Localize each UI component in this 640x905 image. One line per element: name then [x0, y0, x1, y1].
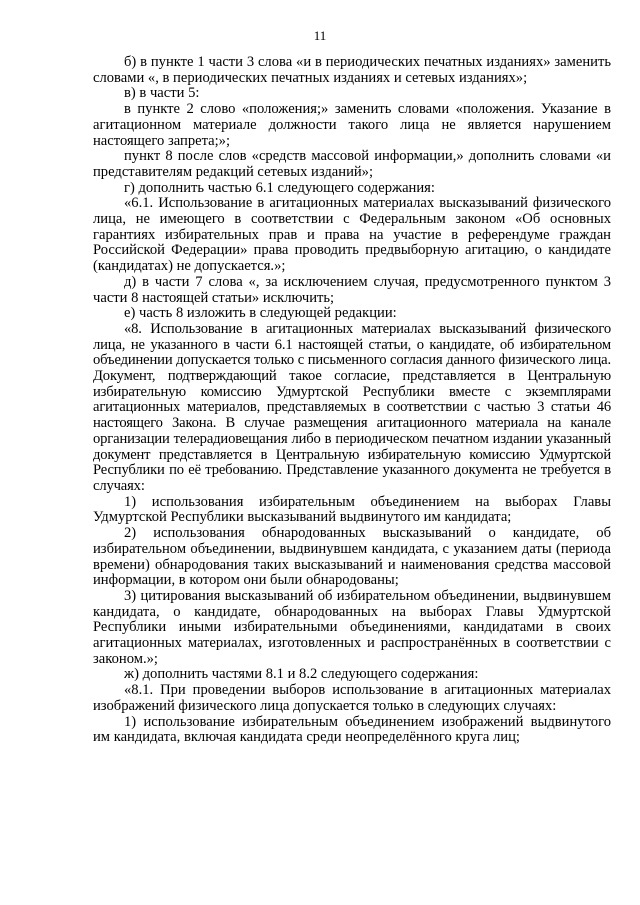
paragraph-part-6-1: «6.1. Использование в агитационных материалах высказываний физического лица, не имеющего в соответствии с Федеральным законом «Об основных гарантиях избирательных прав и права на участие в референдуме граждан Российской Федерации» права проводить предвыборную агитацию, о кандидате (кандидатах) не допускается.»;	[93, 195, 611, 275]
document-body	[93, 55, 611, 746]
paragraph-part-8-1: «8.1. При проведении выборов использование в агитационных материалах изображений физического лица допускается только в следующих случаях:	[93, 682, 611, 714]
paragraph-e-item: е) часть 8 изложить в следующей редакции:	[124, 305, 397, 322]
paragraph-part-8-case-1: 1) использования избирательным объединением на выборах Главы Удмуртской Республики высказываний выдвинутого им кандидата;	[93, 493, 611, 526]
paragraph-v-item: в) в части 5:	[124, 85, 200, 102]
paragraph-v-point-8: пункт 8 после слов «средств массовой информации,» дополнить словами «и представителям редакций сетевых изданий»;	[93, 148, 611, 180]
paragraph-part-8: «8. Использование в агитационных материалах высказываний физического лица, не указанного в части 6.1 настоящей статьи, о кандидате, об избирательном объединении допускается только с письменного согласия данного физического лица. Документ, подтверждающий такое согласие, представляется в Центральную избирательную комиссию Удмуртской Республики вместе с экземплярами агитационных материалов, представляемых в соответствии с частью 3 статьи 46 настоящего Закона. В случае размещения агитационного материала на канале организации телерадиовещания либо в периодическом печатном издании указанный документ представляется в Центральную избирательную комиссию Удмуртской Республики по её требованию. Представление указанного документа не требуется в случаях:	[93, 320, 611, 494]
paragraph-g-item: г) дополнить частью 6.1 следующего содержания:	[124, 179, 435, 196]
paragraph-part-8-case-2: 2) использования обнародованных высказываний о кандидате, об избирательном объединении, выдвинувшем кандидата, с указанием даты (периода времени) обнародования таких высказываний и наименования средства массовой информации, в котором они были обнародованы;	[93, 525, 611, 589]
paragraph-b-item: б) в пункте 1 части 3 слова «и в периодических печатных изданиях» заменить словами «, в периодических печатных изданиях и сетевых изданиях»;	[93, 54, 611, 86]
paragraph-d-item: д) в части 7 слова «, за исключением случая, предусмотренного пунктом 3 части 8 настоящей статьи» исключить;	[93, 273, 611, 306]
paragraph-part-8-case-3: 3) цитирования высказываний об избирательном объединении, выдвинувшем кандидата, о кандидате, обнародованных на выборах Главы Удмуртской Республики иными избирательными объединениями, кандидатами в своих агитационных материалах, изготовленных и распространённых в соответствии с законом.»;	[93, 587, 611, 667]
paragraph-v-point-2: в пункте 2 слово «положения;» заменить словами «положения. Указание в агитационном материале должности такого лица не является нарушением настоящего запрета;»;	[93, 101, 611, 149]
paragraph-part-8-1-case-1: 1) использование избирательным объединением изображений выдвинутого им кандидата, включая кандидата среди неопределённого круга лиц;	[93, 713, 611, 746]
paragraph-zh-item: ж) дополнить частями 8.1 и 8.2 следующего содержания:	[124, 666, 479, 683]
page-number: 11	[313, 28, 327, 43]
